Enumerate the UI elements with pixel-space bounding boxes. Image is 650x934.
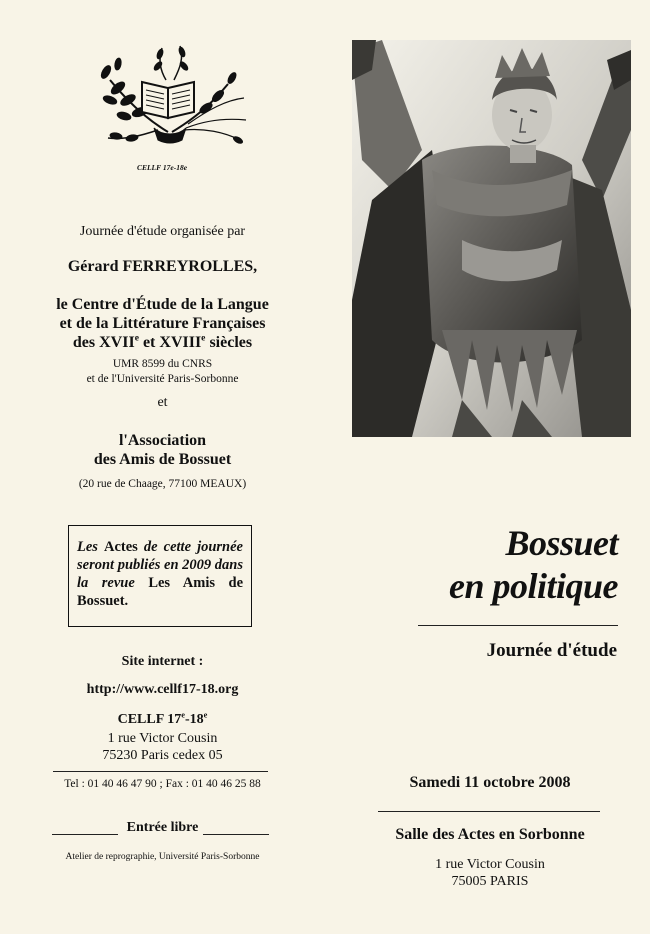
- site-label: Site internet :: [121, 654, 204, 669]
- association-address: (20 rue de Chaage, 77100 MEAUX): [78, 478, 247, 490]
- event-venue: Salle des Actes en Sorbonne: [395, 826, 585, 843]
- umr-text: UMR 8599 du CNRS et de l'Université Paris-Sorbonne: [86, 358, 239, 385]
- et-text: et: [157, 395, 168, 410]
- divider: [53, 771, 268, 772]
- event-subtitle: Journée d'étude: [486, 640, 617, 661]
- logo-label: CELLF 17e-18e: [136, 163, 188, 172]
- entree-libre: Entrée libre: [126, 820, 199, 835]
- event-title-line2: en politique: [448, 566, 618, 606]
- site-url-link[interactable]: http://www.cellf17-18.org: [86, 682, 239, 697]
- divider-right: [203, 834, 269, 835]
- cellf-name: CELLF 17e-18e: [117, 710, 208, 727]
- event-title-line1: Bossuet: [505, 523, 618, 563]
- atelier-credit: Atelier de reprographie, Université Paris-Sorbonne: [65, 852, 260, 862]
- statue-photo: [352, 40, 631, 437]
- organizer-name: Gérard FERREYROLLES,: [67, 258, 258, 275]
- association-name: l'Association des Amis de Bossuet: [93, 432, 232, 468]
- open-book-laurel-emblem-icon: [88, 40, 250, 158]
- venue-address: 1 rue Victor Cousin 75005 PARIS: [435, 857, 545, 889]
- intro-text: Journée d'étude organisée par: [79, 224, 246, 239]
- title-divider: [418, 625, 618, 626]
- phone-fax: Tel : 01 40 46 47 90 ; Fax : 01 40 46 25 88: [64, 778, 261, 790]
- event-date: Samedi 11 octobre 2008: [409, 774, 571, 791]
- publication-notice: Les Actes de cette journée seront publiés en 2009 dans la revue Les Amis de Bossuet.: [68, 525, 252, 627]
- cellf-address: 1 rue Victor Cousin 75230 Paris cedex 05: [102, 731, 223, 763]
- centre-name: le Centre d'Étude de la Langue et de la Littérature Françaises des XVIIe et XVIIIe siècles: [56, 296, 269, 351]
- date-divider: [378, 811, 600, 812]
